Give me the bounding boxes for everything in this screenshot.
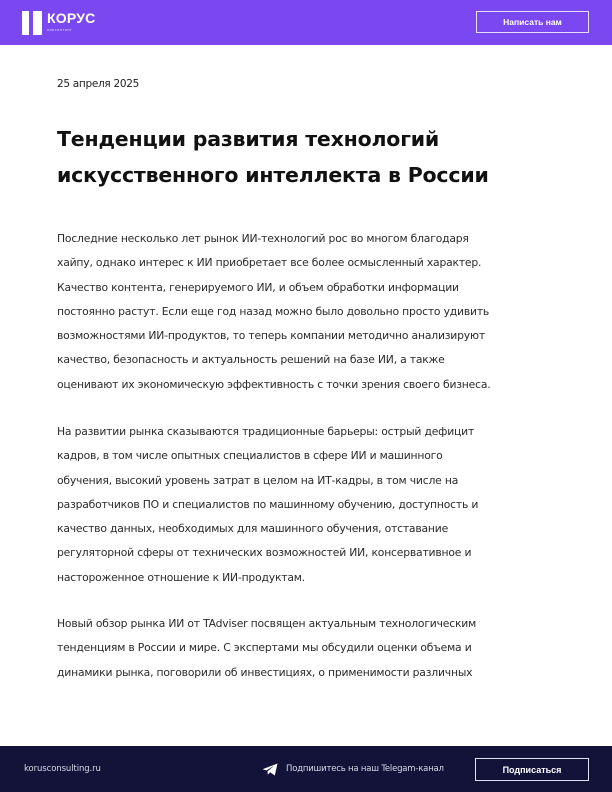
subscribe-button[interactable]: Подписаться	[475, 758, 589, 781]
paragraph-line: тенденциям в России и мире. С экспертами мы обсудили оценки объема и	[57, 641, 472, 655]
paragraph-line: динамики рынка, поговорили об инвестициях, о применимости различных	[57, 665, 473, 679]
website-link[interactable]: korusconsulting.ru	[24, 764, 101, 774]
paragraph-line: разработчиков ПО и специалистов по машинному обучению, доступность и	[57, 497, 479, 511]
telegram-icon[interactable]	[262, 763, 278, 776]
paragraph-line: На развитии рынка сказываются традиционные барьеры: острый дефицит	[57, 425, 475, 438]
article-paragraph-3	[57, 612, 567, 685]
logo-name: КОРУС	[47, 10, 96, 26]
logo-text	[47, 11, 95, 32]
paragraph-line: Новый обзор рынка ИИ от TAdviser посвящен актуальным технологическим	[57, 617, 477, 630]
korus-logo[interactable]	[22, 11, 95, 35]
paragraph-line: настороженное отношение к ИИ-продуктам.	[57, 570, 305, 584]
paragraph-line: постоянно растут. Если еще год назад можно было довольно просто удивить	[57, 304, 490, 318]
paragraph-line: хайпу, однако интерес к ИИ приобретает все более осмысленный характер.	[57, 256, 482, 270]
contact-us-button[interactable]: Написать нам	[476, 11, 589, 33]
paragraph-line: оценивают их экономическую эффективность с точки зрения своего бизнеса.	[57, 377, 491, 391]
page-header	[0, 0, 612, 45]
title-line: Тенденции развития технологий	[57, 127, 440, 151]
title-line: искусственного интеллекта в России	[57, 163, 489, 187]
article-paragraph-1	[57, 227, 567, 397]
paragraph-line: кадров, в том числе опытных специалистов в сфере ИИ и машинного	[57, 449, 443, 463]
paragraph-line: обучения, высокий уровень затрат в целом на ИТ-кадры, в том числе на	[57, 473, 459, 487]
article-paragraph-2	[57, 420, 567, 590]
article-date: 25 апреля 2025	[57, 78, 140, 90]
page-footer	[0, 746, 612, 792]
korus-logo-icon	[22, 11, 42, 35]
paragraph-line: Качество контента, генерируемого ИИ, и объем обработки информации	[57, 280, 459, 294]
paragraph-line: возможностями ИИ-продуктов, то теперь компании методично анализируют	[57, 329, 485, 343]
paragraph-line: Последние несколько лет рынок ИИ-технологий рос во многом благодаря	[57, 232, 469, 245]
paragraph-line: регуляторной сферы от технических возможностей ИИ, консервативное и	[57, 546, 472, 560]
logo-subtitle: консалтинг	[47, 28, 73, 32]
article-title	[57, 121, 557, 193]
paragraph-line: качество данных, необходимых для машинного обучения, отставание	[57, 522, 449, 536]
paragraph-line: качество, безопасность и актуальность решений на базе ИИ, а также	[57, 353, 445, 367]
telegram-subscribe-text[interactable]: Подпишитесь на наш Telegam-канал	[286, 764, 444, 774]
